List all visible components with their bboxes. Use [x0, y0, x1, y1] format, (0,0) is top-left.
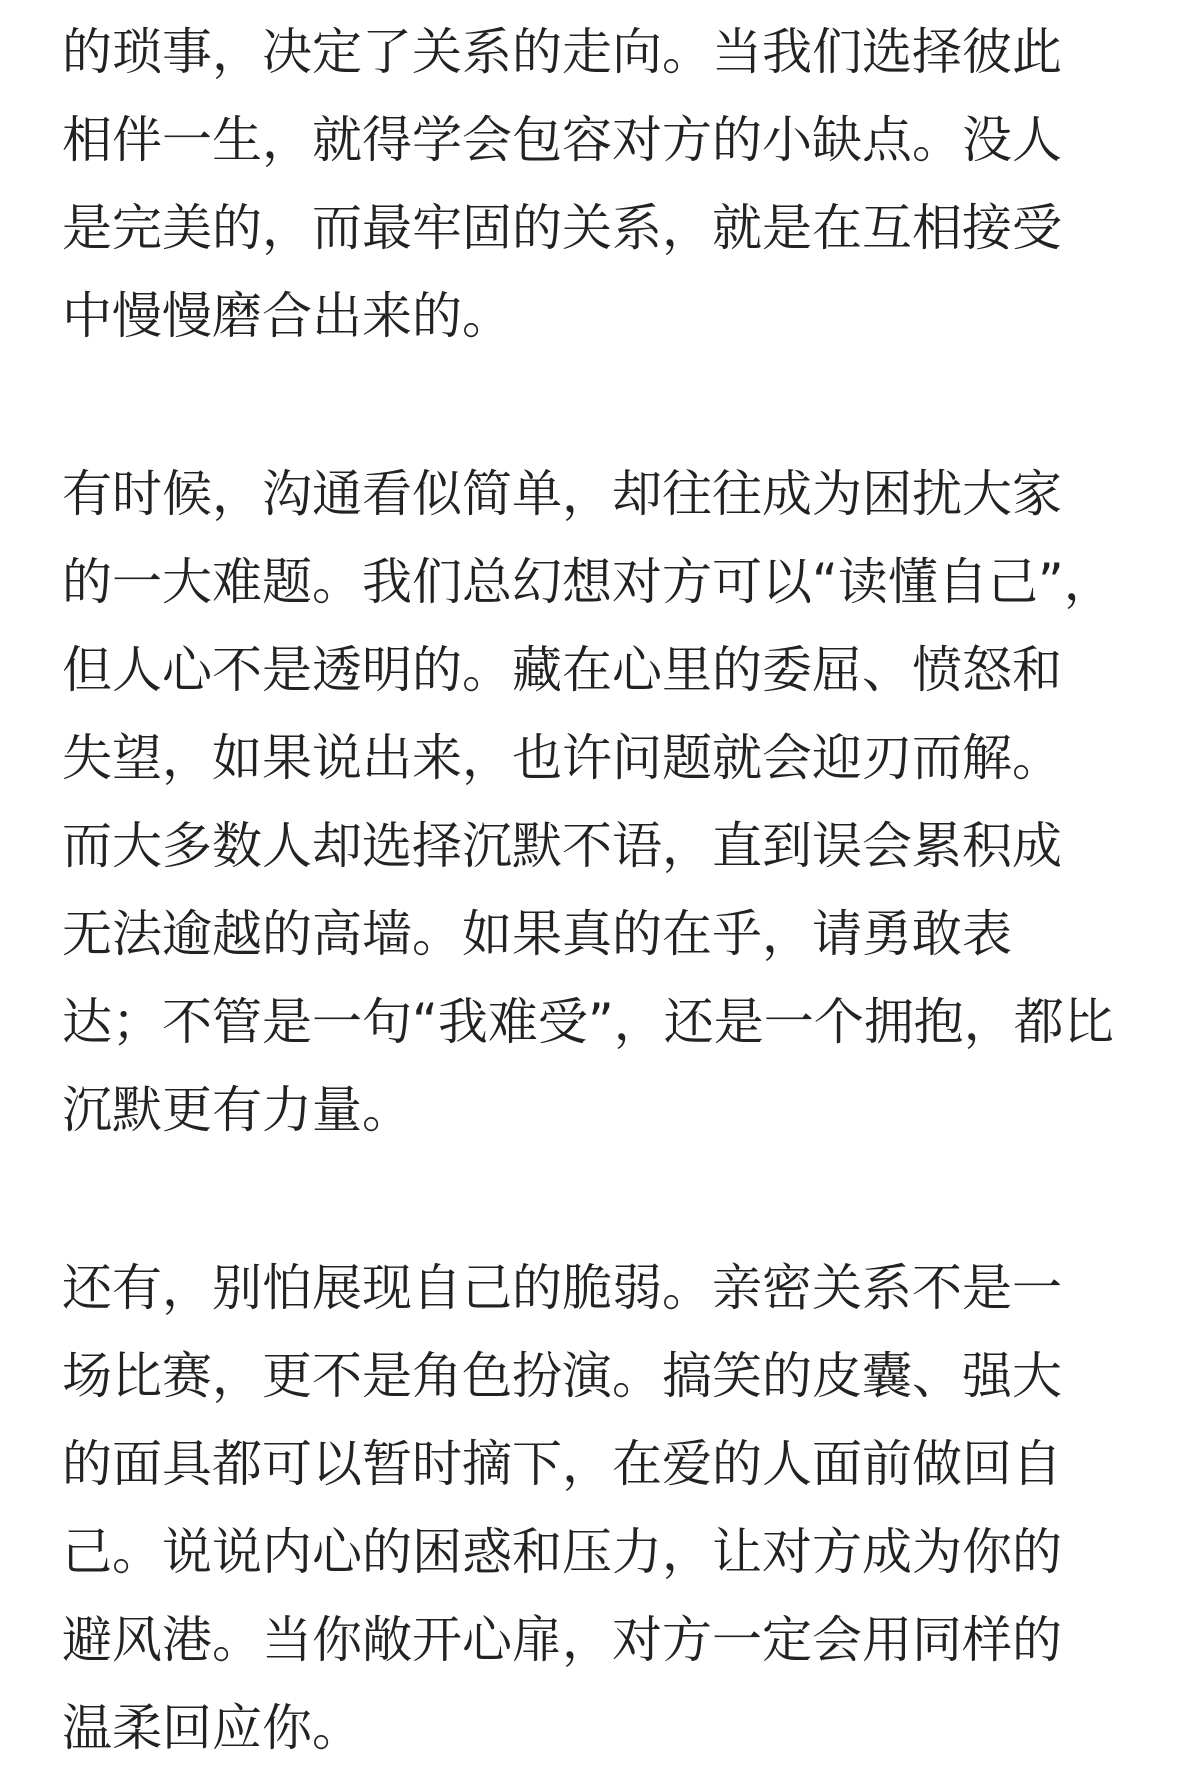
text-line: 达；不管是一句“我难受”，还是一个拥抱，都比 [62, 993, 1114, 1051]
text-line: 的面具都可以暂时摘下，在爱的人面前做回自 [62, 1435, 1062, 1493]
paragraph-2 [62, 450, 1122, 1154]
text-line: 失望，如果说出来，也许问题就会迎刃而解。 [62, 729, 1062, 787]
text-line: 温柔回应你。 [62, 1699, 362, 1757]
text-line: 中慢慢磨合出来的。 [62, 287, 512, 345]
paragraph-spacer [62, 360, 1122, 450]
text-line: 无法逾越的高墙。如果真的在乎，请勇敢表 [62, 905, 1012, 963]
text-line: 有时候，沟通看似简单，却往往成为困扰大家 [62, 465, 1062, 523]
article-body [62, 8, 1122, 1772]
paragraph-3 [62, 1244, 1122, 1772]
paragraph-1 [62, 8, 1122, 360]
text-line: 但人心不是透明的。藏在心里的委屈、愤怒和 [62, 641, 1062, 699]
text-line: 相伴一生，就得学会包容对方的小缺点。没人 [62, 111, 1062, 169]
text-line: 而大多数人却选择沉默不语，直到误会累积成 [62, 817, 1062, 875]
text-line: 的一大难题。我们总幻想对方可以“读懂自己”， [62, 553, 1114, 611]
text-line: 是完美的，而最牢固的关系，就是在互相接受 [62, 199, 1062, 257]
text-line: 的琐事，决定了关系的走向。当我们选择彼此 [62, 23, 1062, 81]
text-line: 还有，别怕展现自己的脆弱。亲密关系不是一 [62, 1259, 1062, 1317]
text-line: 己。说说内心的困惑和压力，让对方成为你的 [62, 1523, 1062, 1581]
text-line: 避风港。当你敞开心扉，对方一定会用同样的 [62, 1611, 1062, 1669]
text-line: 场比赛，更不是角色扮演。搞笑的皮囊、强大 [62, 1347, 1062, 1405]
text-line: 沉默更有力量。 [62, 1081, 412, 1139]
paragraph-spacer [62, 1154, 1122, 1244]
